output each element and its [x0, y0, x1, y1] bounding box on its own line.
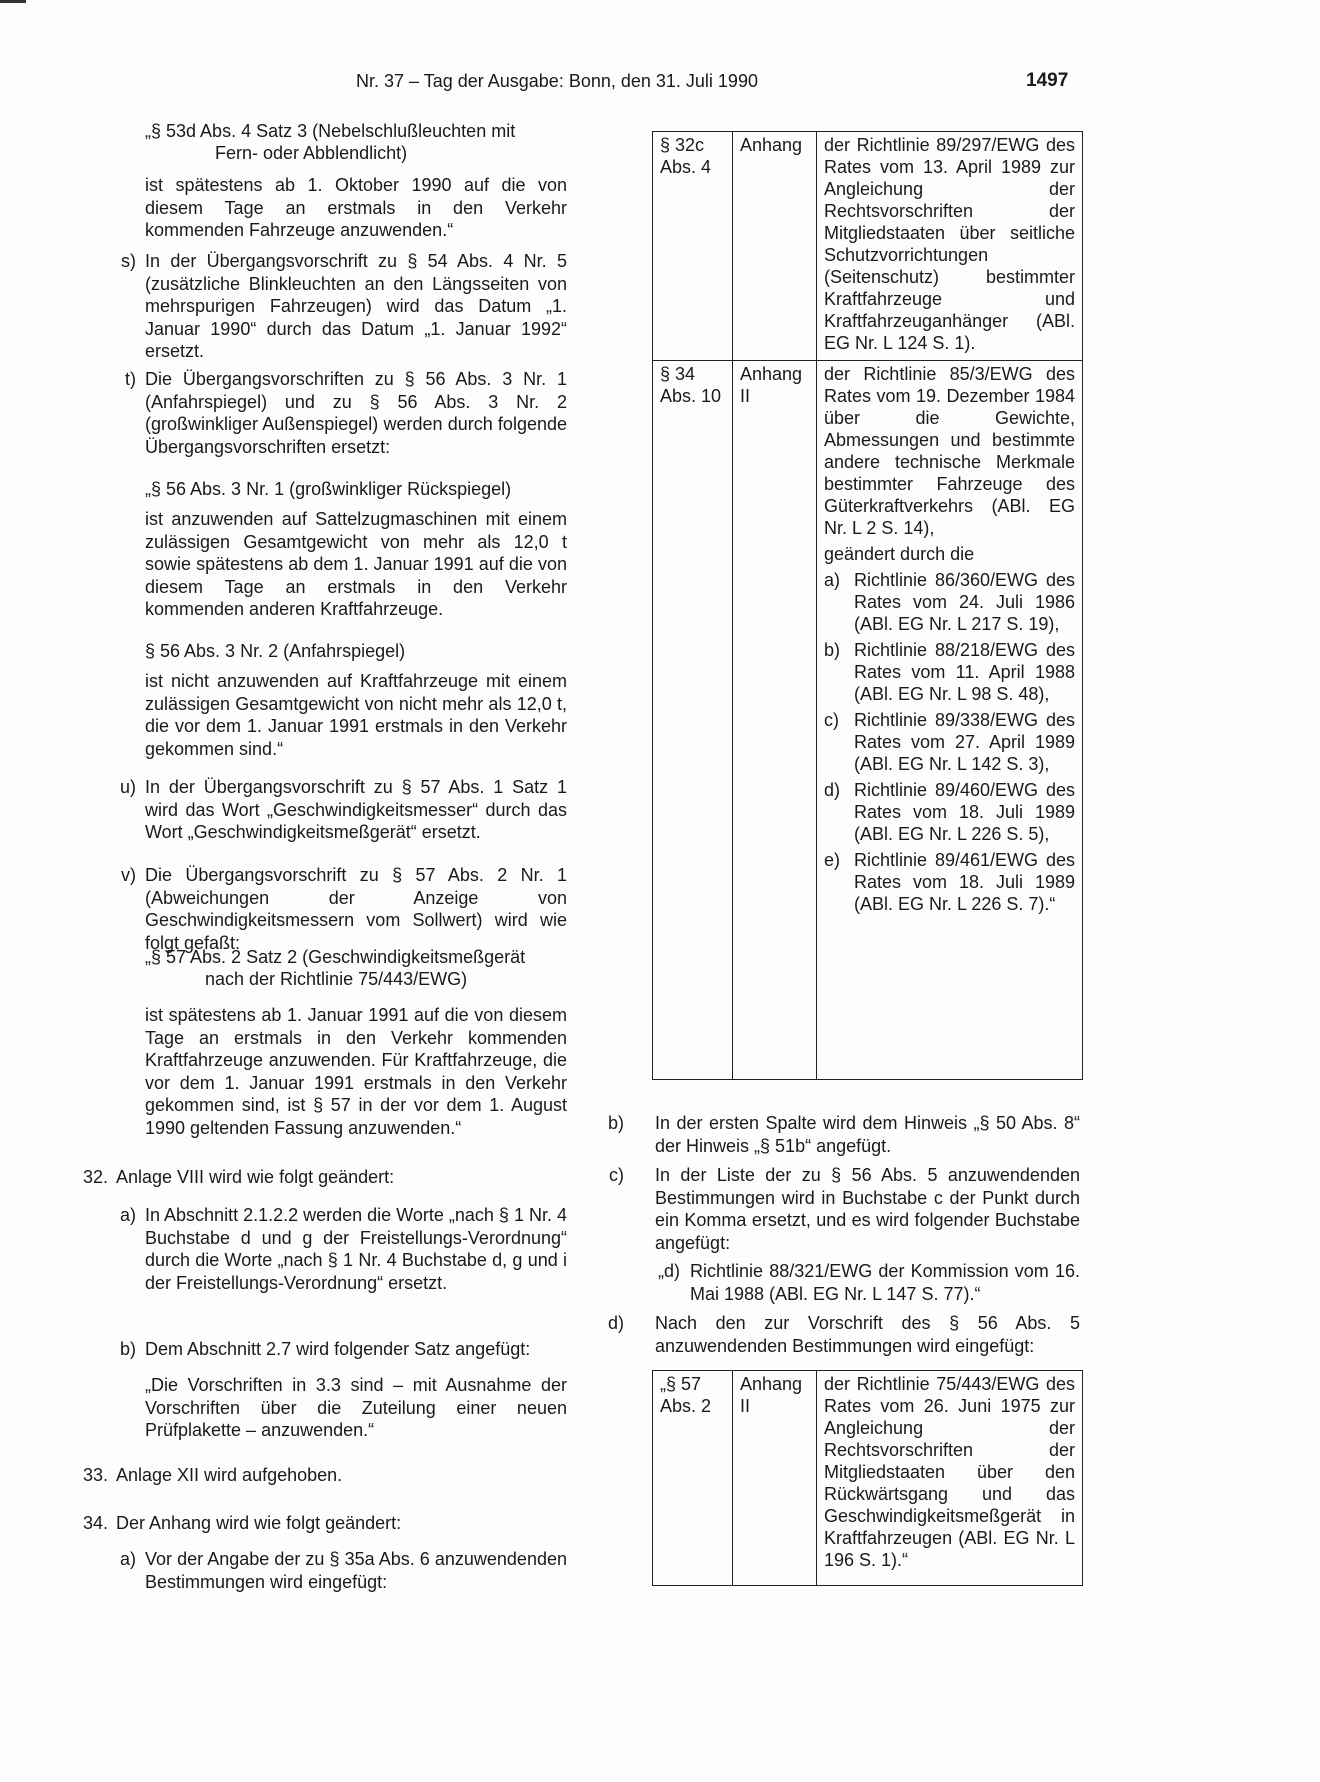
item-32-label: 32. [82, 1167, 108, 1187]
quote-56-2-title: § 56 Abs. 3 Nr. 2 (Anfahrspiegel) [145, 641, 406, 661]
amendment-label: c) [824, 710, 839, 730]
item-32-text: Anlage VIII wird wie folgt geändert: [116, 1167, 395, 1187]
item-v-text: Die Übergangsvorschrift zu § 57 Abs. 2 Nr. 1 (Abweichungen der Anzeige von Geschwindigkeitsmessern vom Sollwert) wird wie folgt gefaßt: [145, 865, 567, 953]
issue-header: Nr. 37 – Tag der Ausgabe: Bonn, den 31. Juli 1990 [356, 71, 758, 91]
item-t-text: Die Übergangsvorschriften zu § 56 Abs. 3 Nr. 1 (Anfahrspiegel) und zu § 56 Abs. 3 Nr. 2 (großwinkliger Außenspiegel) werden durch folgende Übergangsvorschriften ersetzt: [145, 369, 567, 457]
amendment-text: Richtlinie 89/460/EWG des Rates vom 18. Juli 1989 (ABl. EG Nr. L 226 S. 5), [854, 780, 1075, 844]
table-cell-directive [817, 361, 1083, 1080]
item-b-label: b) [607, 1113, 624, 1133]
item-u-label: u) [119, 777, 136, 797]
item-34-label: 34. [82, 1513, 108, 1533]
quote-56-1-text: ist anzuwenden auf Sattelzugmaschinen mit einem zulässigen Gesamtgewicht von mehr als 12,0 t sowie spätestens ab dem 1. Januar 1991 auf die von diesem Tage an erstmals in den Verkehr kommenden anderen Kraftfahrzeuge. [145, 509, 567, 620]
amendment-label: a) [824, 570, 841, 590]
item-c-label: c) [609, 1165, 624, 1185]
item-b-text: In der ersten Spalte wird dem Hinweis „§ 50 Abs. 8“ der Hinweis „§ 51b“ angefügt. [655, 1113, 1080, 1156]
regulation-table-1 [652, 131, 1083, 1080]
directive-text: der Richtlinie 85/3/EWG des Rates vom 19. Dezember 1984 über die Gewichte, Abmessungen und bestimmte andere technische Merkmale bestimmter Fahrzeuge des Güterkraftverkehrs (ABl. EG Nr. L 2 S. 14), [824, 364, 1075, 538]
table-cell-paragraph: § 32c Abs. 4 [653, 132, 733, 361]
quote-53d-text: ist spätestens ab 1. Oktober 1990 auf die von diesem Tage an erstmals in den Verkehr kommenden Fahrzeuge anzuwenden.“ [145, 175, 567, 241]
table-row [653, 1371, 1083, 1586]
amendment-list [824, 569, 1075, 915]
amendment-label: d) [824, 780, 841, 800]
amendment-text: Richtlinie 89/461/EWG des Rates vom 18. Juli 1989 (ABl. EG Nr. L 226 S. 7).“ [854, 850, 1075, 914]
quote-56-1-title: „§ 56 Abs. 3 Nr. 1 (großwinkliger Rückspiegel) [145, 479, 512, 499]
page-corner-mark [0, 0, 26, 3]
amendment-item [824, 779, 1075, 845]
amendment-label: b) [824, 640, 841, 660]
item-s-label: s) [121, 251, 136, 271]
item-c-quote-label: „d) [658, 1261, 680, 1281]
table-cell-directive: der Richtlinie 75/443/EWG des Rates vom 26. Juni 1975 zur Angleichung der Rechtsvorschriften der Mitgliedstaaten über den Rückwärtsgang und das Geschwindigkeitsmeßgerät in Kraftfahrzeugen (ABl. EG Nr. L 196 S. 1).“ [817, 1371, 1083, 1586]
item-c-text: In der Liste der zu § 56 Abs. 5 anzuwendenden Bestimmungen wird in Buchstabe c der Punkt durch ein Komma ersetzt, und es wird folgender Buchstabe angefügt: [655, 1165, 1080, 1253]
item-33-label: 33. [82, 1465, 108, 1485]
amendment-item [824, 569, 1075, 635]
item-34-text: Der Anhang wird wie folgt geändert: [116, 1513, 402, 1533]
amendment-label: e) [824, 850, 841, 870]
page-number: 1497 [1026, 70, 1069, 91]
amendment-text: Richtlinie 88/218/EWG des Rates vom 11. April 1988 (ABl. EG Nr. L 98 S. 48), [854, 640, 1075, 704]
quote-57-text: ist spätestens ab 1. Januar 1991 auf die von diesem Tage an erstmals in den Verkehr kommenden Kraftfahrzeuge anzuwenden. Für Kraftfahrzeuge, die vor dem 1. Januar 1991 erstmals in den Verkehr gekommen sind, ist § 57 in der vor dem 1. August 1990 geltenden Fassung anzuwenden.“ [145, 1005, 567, 1138]
item-34a-text: Vor der Angabe der zu § 35a Abs. 6 anzuwendenden Bestimmungen wird eingefügt: [145, 1549, 567, 1592]
regulation-table-2 [652, 1370, 1083, 1586]
table-cell-annex: Anhang II [733, 1371, 817, 1586]
item-34a-label: a) [119, 1549, 136, 1569]
quote-56-2-text: ist nicht anzuwenden auf Kraftfahrzeuge mit einem zulässigen Gesamtgewicht von nicht mehr als 12,0 t, die vor dem 1. Januar 1991 erstmals in den Verkehr gekommen sind.“ [145, 671, 567, 759]
table-cell-directive: der Richtlinie 89/297/EWG des Rates vom 13. April 1989 zur Angleichung der Rechtsvorschriften der Mitgliedstaaten über seitliche Schutzvorrichtungen (Seitenschutz) bestimmter Kraftfahrzeuge und Kraftfahrzeuganhänger (ABl. EG Nr. L 124 S. 1). [817, 132, 1083, 361]
quote-57-title: „§ 57 Abs. 2 Satz 2 (Geschwindigkeitsmeßgerät [145, 947, 526, 967]
item-v-label: v) [121, 865, 136, 885]
quote-53d-title: „§ 53d Abs. 4 Satz 3 (Nebelschlußleuchten mit [145, 121, 516, 141]
changed-by-label: geändert durch die [824, 544, 975, 564]
item-u-text: In der Übergangsvorschrift zu § 57 Abs. 1 Satz 1 wird das Wort „Geschwindigkeitsmesser“ durch das Wort „Geschwindigkeitsmeßgerät“ ersetzt. [145, 777, 567, 843]
item-32b-quote: „Die Vorschriften in 3.3 sind – mit Ausnahme der Vorschriften über die Zuteilung einer neuen Prüfplakette – anzuwenden.“ [145, 1375, 567, 1441]
item-d-text: Nach den zur Vorschrift des § 56 Abs. 5 anzuwendenden Bestimmungen wird eingefügt: [655, 1313, 1080, 1356]
item-32a-label: a) [119, 1205, 136, 1225]
table-row [653, 132, 1083, 361]
quote-57-title-cont: nach der Richtlinie 75/443/EWG) [205, 969, 468, 989]
amendment-text: Richtlinie 89/338/EWG des Rates vom 27. April 1989 (ABl. EG Nr. L 142 S. 3), [854, 710, 1075, 774]
table-cell-paragraph: § 34 Abs. 10 [653, 361, 733, 1080]
item-32b-text: Dem Abschnitt 2.7 wird folgender Satz angefügt: [145, 1339, 531, 1359]
table-cell-annex: Anhang [733, 132, 817, 361]
amendment-text: Richtlinie 86/360/EWG des Rates vom 24. Juli 1986 (ABl. EG Nr. L 217 S. 19), [854, 570, 1075, 634]
table-row [653, 361, 1083, 1080]
quote-53d-title-cont: Fern- oder Abblendlicht) [215, 143, 408, 163]
item-c-quote-text: Richtlinie 88/321/EWG der Kommission vom 16. Mai 1988 (ABl. EG Nr. L 147 S. 77).“ [690, 1261, 1080, 1304]
table-cell-annex: Anhang II [733, 361, 817, 1080]
amendment-item [824, 639, 1075, 705]
amendment-item [824, 709, 1075, 775]
table-cell-paragraph: „§ 57 Abs. 2 [653, 1371, 733, 1586]
item-d-label: d) [607, 1313, 624, 1333]
item-32a-text: In Abschnitt 2.1.2.2 werden die Worte „nach § 1 Nr. 4 Buchstabe d und g der Freistellungs-Verordnung“ durch die Worte „nach § 1 Nr. 4 Buchstabe d, g und i der Freistellungs-Verordnung“ ersetzt. [145, 1205, 567, 1293]
item-33-text: Anlage XII wird aufgehoben. [116, 1465, 343, 1485]
amendment-item [824, 849, 1075, 915]
item-32b-label: b) [119, 1339, 136, 1359]
item-t-label: t) [125, 369, 136, 389]
item-s-text: In der Übergangsvorschrift zu § 54 Abs. 4 Nr. 5 (zusätzliche Blinkleuchten an den Längsseiten von mehrspurigen Fahrzeugen) wird das Datum „1. Januar 1990“ durch das Datum „1. Januar 1992“ ersetzt. [145, 251, 567, 362]
